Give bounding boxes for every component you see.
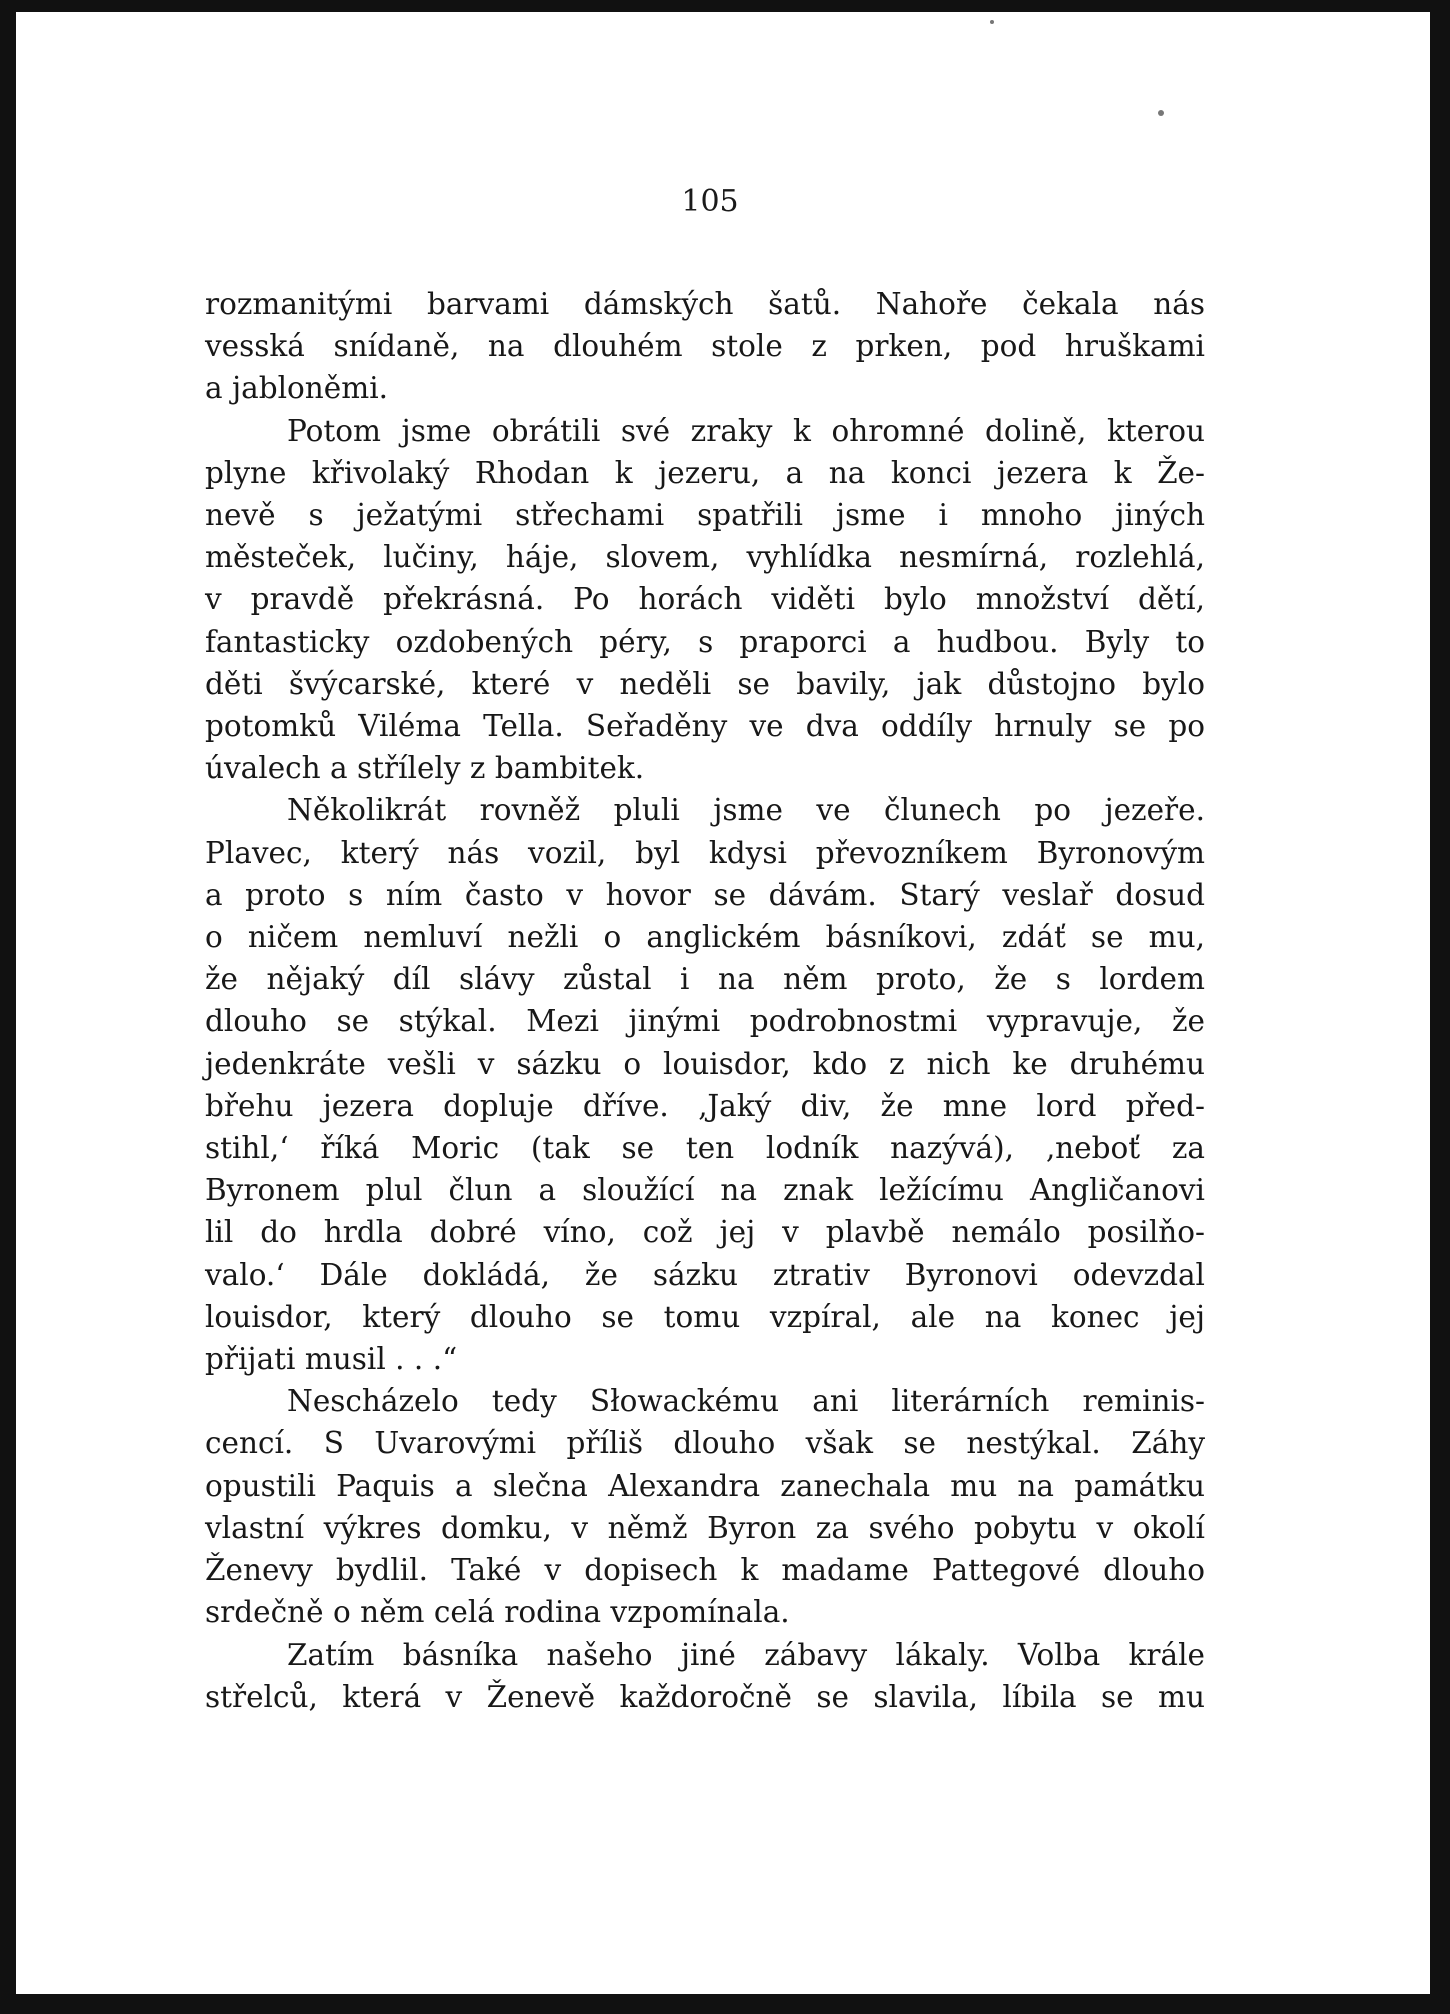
paper-speck: [990, 20, 994, 24]
text-line: stihl,‘ říká Moric (tak se ten lodník nazývá), ‚neboť za: [205, 1131, 1205, 1166]
text-line: vesská snídaně, na dlouhém stole z prken, pod hruškami: [205, 329, 1205, 364]
text-line: břehu jezera dopluje dříve. ‚Jaký div, že mne lord před-: [205, 1088, 1205, 1123]
text-line: rozmanitými barvami dámských šatů. Nahoře čekala nás: [205, 287, 1205, 321]
text-line: fantasticky ozdobených péry, s praporci a hudbou. Byly to: [205, 624, 1205, 659]
text-line: městeček, lučiny, háje, slovem, vyhlídka nesmírná, rozlehlá,: [205, 540, 1205, 575]
paper-speck: [1158, 110, 1164, 116]
text-line: plyne křivolaký Rhodan k jezeru, a na konci jezera k Že-: [205, 455, 1205, 490]
text-line: Zatím básníka našeho jiné zábavy lákaly. Volba krále: [287, 1637, 1205, 1672]
text-line: opustili Paquis a slečna Alexandra zanechala mu na památku: [205, 1468, 1205, 1503]
text-line: Nescházelo tedy Słowackému ani literárních reminis-: [287, 1384, 1205, 1419]
text-line: děti švýcarské, které v neděli se bavily, jak důstojno bylo: [205, 666, 1205, 701]
text-line: a jabloněmi.: [205, 371, 389, 406]
body-text: [205, 283, 1205, 1718]
text-line: Několikrát rovněž pluli jsme ve člunech po jezeře.: [287, 793, 1205, 828]
text-line: Plavec, který nás vozil, byl kdysi převozníkem Byronovým: [205, 835, 1205, 870]
text-line: potomků Viléma Tella. Seřaděny ve dva oddíly hrnuly se po: [205, 709, 1205, 744]
text-line: louisdor, který dlouho se tomu vzpíral, ale na konec jej: [205, 1299, 1205, 1334]
text-line: úvalech a střílely z bambitek.: [205, 751, 645, 786]
text-line: jedenkráte vešli v sázku o louisdor, kdo z nich ke druhému: [205, 1046, 1205, 1081]
text-line: vlastní výkres domku, v němž Byron za svého pobytu v okolí: [205, 1510, 1205, 1545]
text-line: Ženevy bydlil. Také v dopisech k madame Pattegové dlouho: [205, 1553, 1205, 1588]
text-line: že nějaký díl slávy zůstal i na něm proto, že s lordem: [205, 962, 1205, 997]
text-line: Potom jsme obrátili své zraky k ohromné dolině, kterou: [287, 413, 1205, 448]
text-line: přijati musil . . .“: [205, 1342, 458, 1377]
text-line: a proto s ním často v hovor se dávám. Starý veslař dosud: [205, 877, 1205, 912]
text-line: srdečně o něm celá rodina vzpomínala.: [205, 1595, 790, 1630]
text-line: lil do hrdla dobré víno, což jej v plavbě nemálo posilňo-: [205, 1215, 1205, 1250]
text-line: cencí. S Uvarovými příliš dlouho však se nestýkal. Záhy: [205, 1426, 1205, 1461]
text-line: valo.‘ Dále dokládá, že sázku ztrativ Byronovi odevzdal: [205, 1257, 1205, 1292]
text-line: o ničem nemluví nežli o anglickém básníkovi, zdáť se mu,: [205, 920, 1205, 955]
page-number: 105: [681, 184, 739, 219]
text-line: střelců, která v Ženevě každoročně se slavila, líbila se mu: [205, 1679, 1205, 1714]
text-line: nevě s ježatými střechami spatřili jsme i mnoho jiných: [205, 498, 1205, 533]
text-line: dlouho se stýkal. Mezi jinými podrobnostmi vypravuje, že: [205, 1004, 1205, 1039]
text-line: Byronem plul člun a sloužící na znak ležícímu Angličanovi: [205, 1173, 1205, 1208]
text-line: v pravdě překrásná. Po horách viděti bylo množství dětí,: [205, 582, 1205, 617]
